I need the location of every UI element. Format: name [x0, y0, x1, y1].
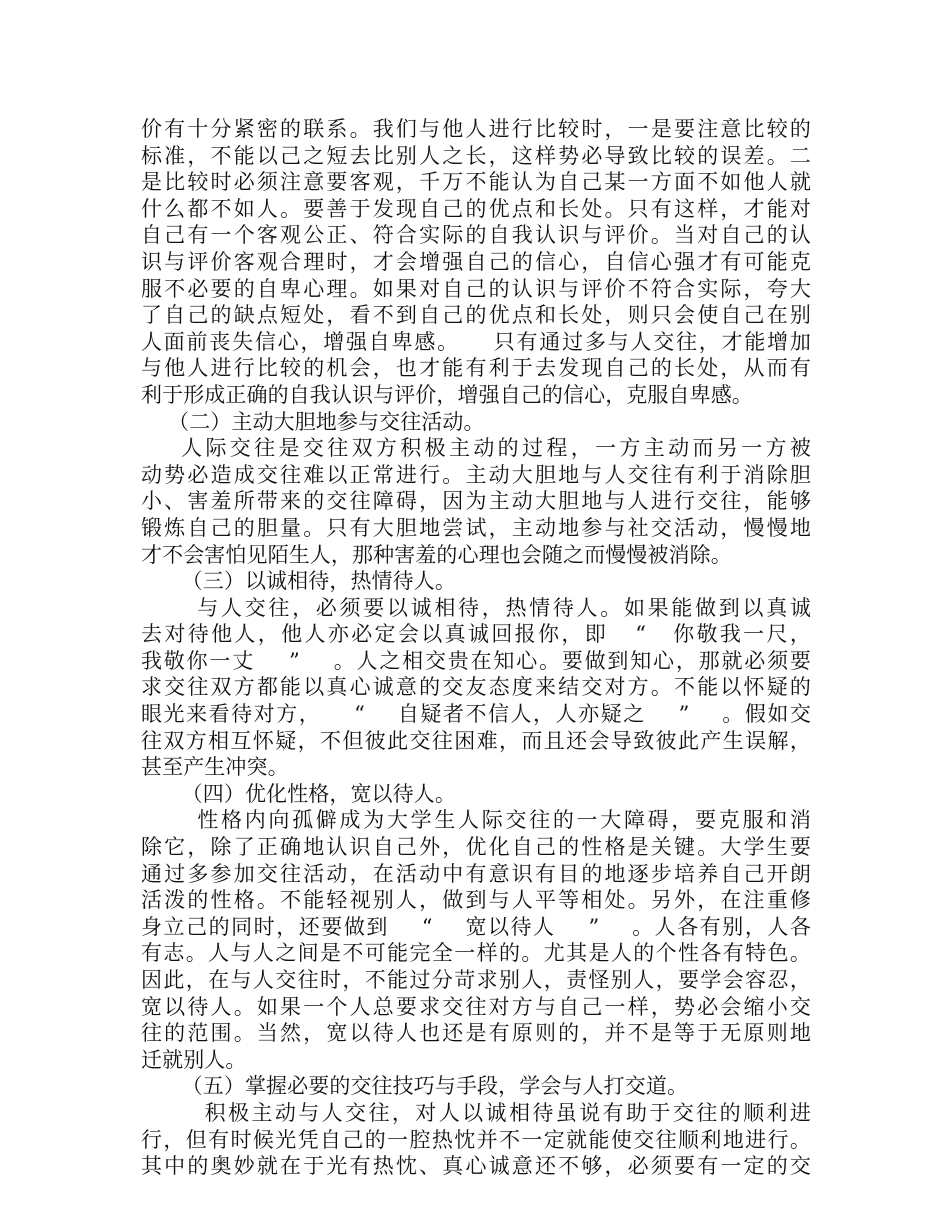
text-line: 活泼的性格。不能轻视别人，做到与人平等相处。另外，在注重修 [141, 888, 811, 913]
text-line: 人际交往是交往双方积极主动的过程，一方主动而另一方被 [141, 436, 811, 461]
text-line: 往双方相互怀疑，不但彼此交往困难，而且还会导致彼此产生误解， [141, 728, 811, 753]
text-line: 甚至产生冲突。 [141, 755, 289, 780]
text-line: 是比较时必须注意要客观，千万不能认为自己某一方面不如他人就 [141, 170, 811, 195]
text-line: 身立己的同时，还要做到 “ 宽以待人 ” 。人各有别，人各 [141, 914, 811, 939]
text-line: 通过多参加交往活动，在活动中有意识有目的地逐步培养自己开朗 [141, 861, 811, 886]
text-line: 了自己的缺点短处，看不到自己的优点和长处，则只会使自己在别 [141, 303, 811, 328]
text-line: 小、害羞所带来的交往障碍，因为主动大胆地与人进行交往，能够 [141, 489, 811, 514]
text-line: 自己有一个客观公正、符合实际的自我认识与评价。当对自己的认 [141, 223, 811, 248]
text-line: 有志。人与人之间是不可能完全一样的。尤其是人的个性各有特色。 [141, 941, 811, 966]
section-heading: （五）掌握必要的交往技巧与手段，学会与人打交道。 [141, 1074, 689, 1099]
text-line: 才不会害怕见陌生人，那种害羞的心理也会随之而慢慢被消除。 [141, 542, 732, 567]
text-line: 因此，在与人交往时，不能过分苛求别人，责怪别人，要学会容忍， [141, 968, 811, 992]
text-line: 与他人进行比较的机会，也才能有利于去发现自己的长处，从而有 [141, 356, 811, 381]
text-line: 迁就别人。 [141, 1047, 247, 1072]
text-line: 人面前丧失信心，增强自卑感。 只有通过多与人交往，才能增加 [141, 329, 811, 354]
section-heading: （三）以诚相待，热情待人。 [141, 569, 456, 594]
text-line: 价有十分紧密的联系。我们与他人进行比较时，一是要注意比较的 [141, 117, 811, 141]
text-line: 服不必要的自卑心理。如果对自己的认识与评价不符合实际，夸大 [141, 276, 811, 301]
text-line: 与人交往，必须要以诚相待，热情待人。如果能做到以真诚 [141, 595, 811, 620]
text-line: 去对待他人，他人亦必定会以真诚回报你，即 “ 你敬我一尺， [141, 622, 811, 647]
text-line: 其中的奥妙就在于光有热忱、真心诚意还不够，必须要有一定的交 [141, 1154, 811, 1179]
text-line: 积极主动与人交往，对人以诚相待虽说有助于交往的顺利进 [141, 1100, 811, 1125]
text-line: 标准，不能以己之短去比别人之长，这样势必导致比较的误差。二 [141, 143, 811, 168]
text-line: 性格内向孤僻成为大学生人际交往的一大障碍，要克服和消 [141, 808, 811, 833]
text-line: 什么都不如人。要善于发现自己的优点和长处。只有这样，才能对 [141, 196, 811, 221]
body-text [141, 116, 811, 1180]
text-line: 利于形成正确的自我认识与评价，增强自己的信心，克服自卑感。 [141, 382, 753, 407]
text-line: 我敬你一丈 ” 。人之相交贵在知心。要做到知心，那就必须要 [141, 648, 811, 673]
text-line: 识与评价客观合理时，才会增强自己的信心，自信心强才有可能克 [141, 249, 811, 274]
text-line: 除它，除了正确地认识自己外，优化自己的性格是关键。大学生要 [141, 835, 811, 860]
section-heading: （四）优化性格，宽以待人。 [141, 781, 456, 806]
text-line: 眼光来看待对方， “ 自疑者不信人，人亦疑之 ” 。假如交 [141, 702, 811, 727]
text-line: 往的范围。当然，宽以待人也还是有原则的，并不是等于无原则地 [141, 1021, 811, 1046]
text-line: 锻炼自己的胆量。只有大胆地尝试，主动地参与社交活动，慢慢地 [141, 515, 811, 540]
text-line: 动势必造成交往难以正常进行。主动大胆地与人交往有利于消除胆 [141, 462, 811, 487]
text-line: 宽以待人。如果一个人总要求交往对方与自己一样，势必会缩小交 [141, 994, 811, 1019]
text-line: 行，但有时候光凭自己的一腔热忱并不一定就能使交往顺利地进行。 [141, 1127, 811, 1152]
section-heading: （二）主动大胆地参与交往活动。 [141, 409, 485, 434]
text-line: 求交往双方都能以真心诚意的交友态度来结交对方。不能以怀疑的 [141, 675, 811, 700]
